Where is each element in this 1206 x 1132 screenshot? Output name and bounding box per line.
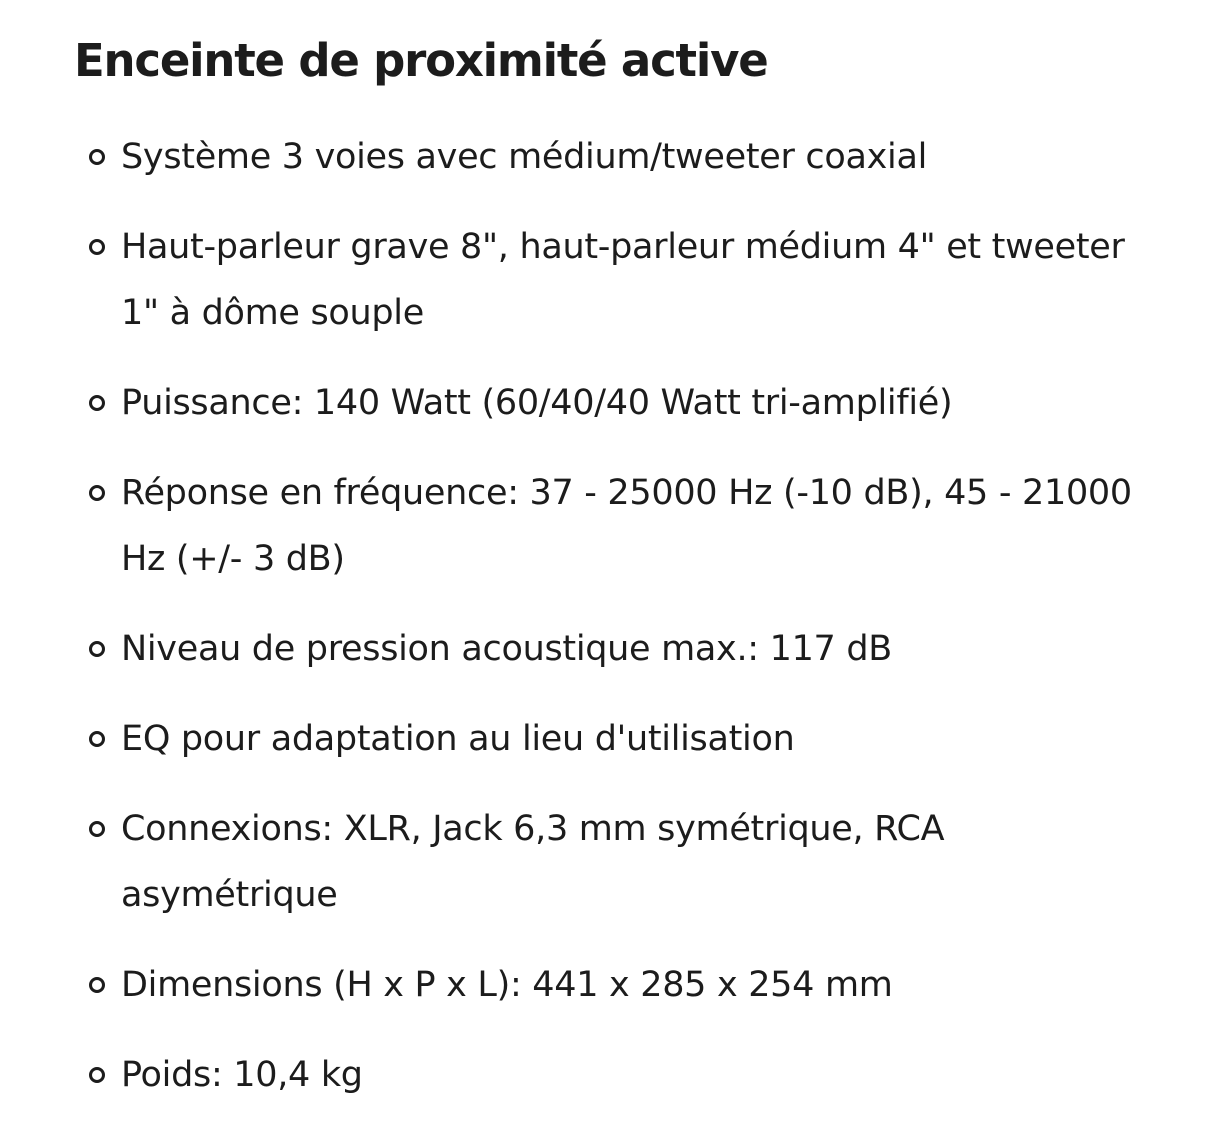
- spec-item: [74, 616, 1134, 682]
- spec-text: Système 3 voies avec médium/tweeter coaxial: [121, 137, 928, 177]
- spec-item: [74, 952, 1134, 1018]
- circle-bullet-icon: [89, 977, 105, 993]
- spec-text: Connexions: XLR, Jack 6,3 mm symétrique, RCA asymétrique: [121, 809, 945, 915]
- circle-bullet-icon: [89, 821, 105, 837]
- circle-bullet-icon: [89, 1067, 105, 1083]
- spec-item: [74, 796, 1134, 928]
- spec-item: [74, 706, 1134, 772]
- circle-bullet-icon: [89, 485, 105, 501]
- spec-text: Puissance: 140 Watt (60/40/40 Watt tri-amplifié): [121, 383, 953, 423]
- spec-text: Réponse en fréquence: 37 - 25000 Hz (-10 dB), 45 - 21000 Hz (+/- 3 dB): [121, 473, 1132, 579]
- spec-item: [74, 124, 1134, 190]
- page-title: Enceinte de proximité active: [74, 34, 768, 87]
- spec-text: Niveau de pression acoustique max.: 117 dB: [121, 629, 892, 669]
- spec-item: [74, 370, 1134, 436]
- spec-item: [74, 1042, 1134, 1108]
- spec-item: [74, 460, 1134, 592]
- circle-bullet-icon: [89, 239, 105, 255]
- spec-list: [74, 124, 1134, 1132]
- spec-item: [74, 214, 1134, 346]
- spec-text: Dimensions (H x P x L): 441 x 285 x 254 mm: [121, 965, 893, 1005]
- spec-text: EQ pour adaptation au lieu d'utilisation: [121, 719, 795, 759]
- spec-text: Haut-parleur grave 8", haut-parleur médium 4" et tweeter 1" à dôme souple: [121, 227, 1125, 333]
- circle-bullet-icon: [89, 395, 105, 411]
- circle-bullet-icon: [89, 641, 105, 657]
- product-spec-section: [74, 28, 1134, 1095]
- circle-bullet-icon: [89, 731, 105, 747]
- spec-text: Poids: 10,4 kg: [121, 1055, 363, 1095]
- circle-bullet-icon: [89, 149, 105, 165]
